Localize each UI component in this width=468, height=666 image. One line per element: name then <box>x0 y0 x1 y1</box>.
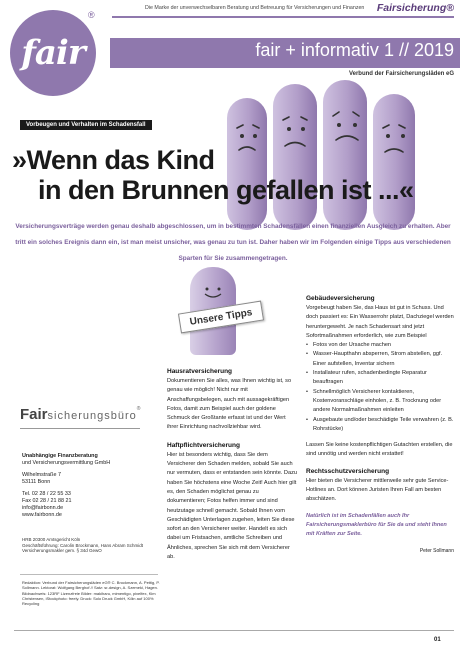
firm-tel: Tel. 02 28 / 22 55 33 <box>22 491 71 497</box>
gebaeude-outro: Lassen Sie keine kostenpflichtigen Gutachten erstellen, die sind unnötig und werden nicht erstattet! <box>306 442 453 458</box>
publisher: Verbund der Fairsicherungsläden eG <box>348 71 454 77</box>
magazine-name: fair + informativ <box>255 40 379 60</box>
firm-city: 53111 Bonn <box>22 479 51 485</box>
firm-name-2: und Versicherungsvermittlung GmbH <box>22 460 111 466</box>
author-signature: Peter Sollmann <box>419 547 454 554</box>
haftpflicht-text: Hier ist besonders wichtig, dass Sie dem Versicherer den Schaden melden, sobald Sie auch nur vermuten, dass er entstanden sein könnte. Dazu haben Sie höchstens eine Woche Zeit! Auch hier gilt es, den Schaden möglichst genau zu dokumentieren; Fotos helfen immer und sind heutzutage schnell gemacht. Sobald Ihnen vom Geschädigten Unterlagen zugehen, leiten Sie diese sofort an den Versicherer weiter. Handelt es sich dabei um Fristsachen, amtliche Schreiben und Ähnliches, sprechen Sie sich mit dem Versicherer ab. <box>167 451 297 561</box>
firm-name-1: Unabhängige Finanzberatung <box>22 453 98 459</box>
list-item: • Ausgebaute und/oder beschädigte Teile verwahren (z. B. Rohrstücke) <box>306 416 454 435</box>
closing-note: Natürlich ist im Schadenfällen auch Ihr Fairsicherungsmaklerbüro für Sie da und steht Ihnen mit Kräften zur Seite. <box>306 512 447 538</box>
hausrat-text: Dokumentieren Sie alles, was Ihnen wichtig ist, so genau wie möglich! Nicht nur mit Anschaffungsbelegen, auch mit aussagekräftigen Fotos, damit zum Beispiel auch der goldene Schmuck der Großtante erfasst ist und der Wert ihrer Einrichtung nachvollziehbar wird. <box>167 378 292 431</box>
firm-logo-bold: Fair <box>20 406 48 423</box>
middle-column <box>167 367 297 570</box>
smiley-icon <box>199 285 227 299</box>
fair-logo <box>10 10 96 96</box>
firm-management: Geschäftsführung: Carolin Brockmann, Hans Abram Schmidt <box>22 542 144 548</box>
tipps-card: Unsere Tipps <box>178 301 264 334</box>
firm-fax: Fax 02 28 / 21 88 21 <box>22 498 72 504</box>
firm-contact <box>22 453 110 519</box>
firm-legal <box>22 537 143 554</box>
gebaeude-intro: Vorgebeugt haben Sie, das Haus ist gut in Schuss. Und doch passiert es: Ein Wasserrohr platzt, Dachziegel werden heruntergeweht. Je nach Schadensart sind jetzt Sofortmaßnahmen erforderlich, wie zum Beispiel <box>306 305 454 339</box>
page-number: 01 <box>434 637 441 643</box>
headline-line-2: in den Brunnen gefallen ist ...« <box>38 175 414 205</box>
list-item: • Wasser-Haupthahn absperren, Strom abstellen, ggf. Einer aufstellen, Inventar sichern <box>306 350 454 369</box>
imprint-divider <box>20 574 158 575</box>
brand-divider <box>112 16 454 18</box>
firm-divider <box>20 428 140 429</box>
firm-logo-rest: sicherungsbüro <box>47 410 137 422</box>
brand-name: Fairsicherung® <box>376 2 454 14</box>
lead-paragraph: Versicherungsverträge werden genau deshalb abgeschlossen, um in bestimmten Schadensfällen einen finanziellen Ausgleich zu erhalten. Aber tritt ein solches Ereignis dann ein, ist man meist unsicher, was genau zu tun ist. Daher haben wir im Folgenden einige Tipps aus verschiedenen Sparten für Sie zusammengetragen. <box>15 223 451 262</box>
rechtsschutz-heading: Rechtsschutzversicherung <box>306 467 390 475</box>
firm-web[interactable]: www.fairbonn.de <box>22 512 62 518</box>
article-kicker: Vorbeugen und Verhalten im Schadensfall <box>20 120 152 130</box>
imprint: Redaktion: Verbund der Fairsicherungsläden eG® C. Brockmann, A. Pettig, P. Sollmann. Lektorat: Wolfgang Berghof // Satz: sr-design, A. Szemeki, Hagen. Bildnachweis: 123RF Lizenzfreie Bilder: makiharu, mimentigo, pixelfex, Kim Christensen, iStockphoto: freely. Druck: Solo Druck GmbH, Köln auf 100% Recycling <box>22 580 160 607</box>
right-column <box>306 294 454 556</box>
gebaeude-list <box>306 341 454 434</box>
firm-hrb: HRB 20300 Amtsgericht Köln <box>22 537 81 542</box>
logo-registered: ® <box>88 10 95 20</box>
gebaeude-heading: Gebäudeversicherung <box>306 295 375 302</box>
list-item: • Fotos von der Ursache machen <box>306 341 454 350</box>
firm-email[interactable]: info@fairbonn.de <box>22 505 64 511</box>
list-item: • Schnellmöglich Versicherer kontaktieren, Kostenvoranschläge einholen, z. B. Trocknung oder andere Normalmaßnahmen einleiten <box>306 388 454 416</box>
haftpflicht-heading: Haftpflichtversicherung <box>167 441 240 449</box>
firm-logo <box>20 406 140 424</box>
firm-license: Versicherungsmakler gem. § 34d GewO <box>22 548 102 554</box>
list-item: • Installateur rufen, schadenbedingte Reparatur beauftragen <box>306 369 454 388</box>
tipps-illustration <box>165 267 295 357</box>
headline-line-1: »Wenn das Kind <box>12 145 215 175</box>
firm-street: Wilhelmstraße 7 <box>22 472 61 478</box>
firm-logo-reg: ® <box>136 406 141 412</box>
logo-text: fair <box>21 33 85 73</box>
rechtsschutz-text: Hier bieten die Versicherer mittlerweile sehr gute Service-Hotlines an. Dort können Juristen Ihren Fall am besten abschätzen. <box>306 477 449 503</box>
issue-number: 1 // 2019 <box>383 40 454 60</box>
tagline: Die Marke der unverwechselbaren Beratung und Betreuung für Versicherungen und Finanzen <box>145 5 365 11</box>
magazine-title <box>255 40 454 61</box>
hausrat-heading: Hausratversicherung <box>167 368 233 375</box>
footer-divider <box>14 630 454 631</box>
headline <box>12 145 414 205</box>
